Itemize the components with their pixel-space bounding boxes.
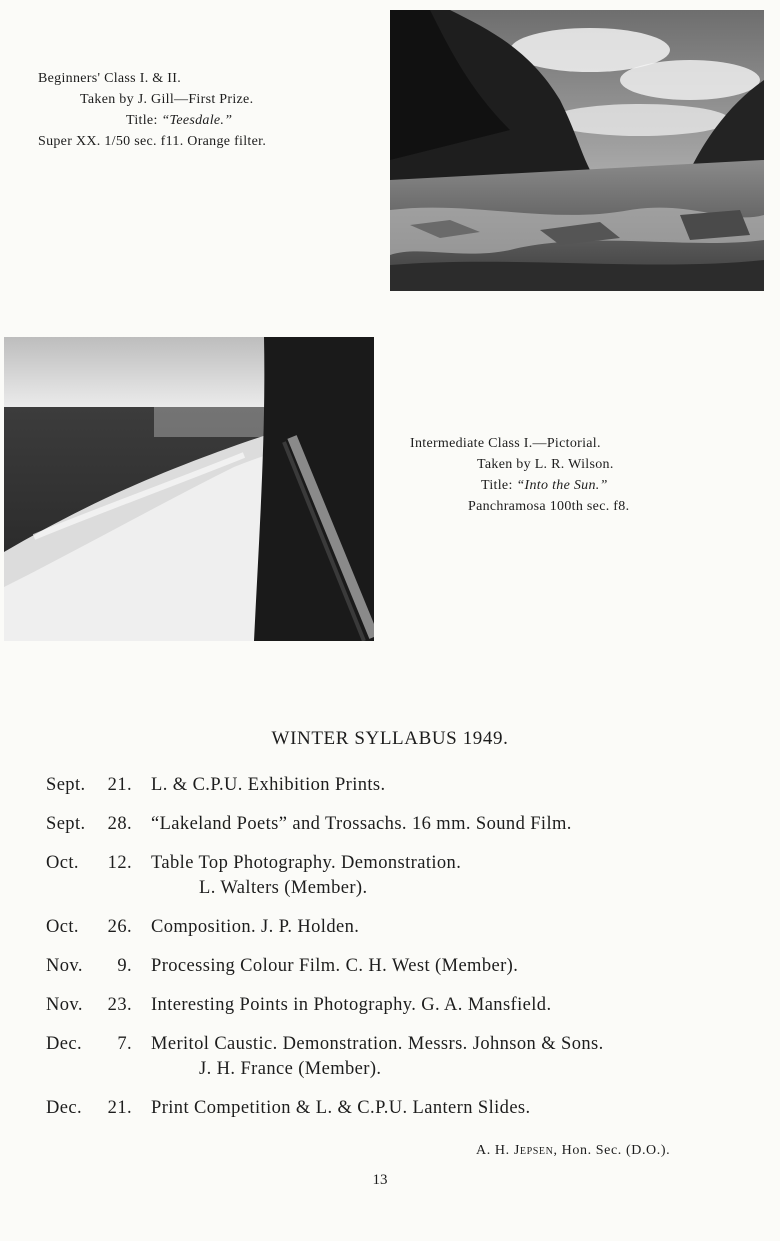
- signature-rest: , Hon. Sec. (D.O.).: [553, 1143, 671, 1158]
- photo2-caption: [410, 433, 740, 517]
- syllabus-event: [134, 851, 461, 901]
- syllabus-row: [46, 851, 766, 901]
- photo2-caption-exposure: Panchramosa 100th sec. f8.: [468, 499, 630, 514]
- syllabus-month: Dec.: [46, 1034, 83, 1054]
- syllabus-day: 26.: [107, 917, 132, 937]
- signature-name: Jepsen: [513, 1143, 554, 1158]
- syllabus-month: Oct.: [46, 853, 79, 873]
- page-number: 13: [372, 1172, 388, 1188]
- syllabus-row: [46, 812, 766, 837]
- photo2-title-label: Title:: [481, 478, 517, 493]
- signature-initials: A. H.: [476, 1143, 514, 1158]
- syllabus-day: 21.: [107, 775, 132, 795]
- syllabus-row: [46, 915, 766, 940]
- photo2-title: “Into the Sun.”: [516, 478, 608, 493]
- syllabus-row: [46, 1032, 766, 1082]
- syllabus-month: Sept.: [46, 775, 86, 795]
- syllabus-day: 23.: [107, 995, 132, 1015]
- syllabus-event-text: Print Competition & L. & C.P.U. Lantern Slides.: [151, 1098, 531, 1118]
- syllabus-event: [134, 915, 359, 940]
- syllabus-event-text: L. & C.P.U. Exhibition Prints.: [151, 775, 386, 795]
- syllabus-event-text: Interesting Points in Photography. G. A. Mansfield.: [151, 995, 552, 1015]
- photo2-caption-title-line: [410, 475, 740, 496]
- photo1-title: “Teesdale.”: [161, 113, 233, 128]
- syllabus-event: [134, 812, 572, 837]
- syllabus-day: 21.: [107, 1098, 132, 1118]
- syllabus-day: 28.: [107, 814, 132, 834]
- syllabus-title: WINTER SYLLABUS 1949.: [271, 728, 509, 749]
- syllabus-list: [46, 773, 766, 1135]
- syllabus-month: Nov.: [46, 956, 83, 976]
- photo1-caption-title-line: [38, 110, 368, 131]
- syllabus-event: [134, 1032, 604, 1082]
- photo2-caption-class: Intermediate Class I.—Pictorial.: [410, 436, 601, 451]
- syllabus-event-text: Meritol Caustic. Demonstration. Messrs. Johnson & Sons.: [151, 1034, 604, 1054]
- photo-into-the-sun: [4, 337, 374, 641]
- photo1-title-label: Title:: [126, 113, 162, 128]
- signature: [476, 1143, 670, 1159]
- photo1-caption: [38, 68, 368, 152]
- syllabus-event: [134, 993, 551, 1018]
- syllabus-month: Oct.: [46, 917, 79, 937]
- photo2-caption-author: Taken by L. R. Wilson.: [477, 457, 614, 472]
- syllabus-event-text: Table Top Photography. Demonstration.: [151, 853, 462, 873]
- photo1-caption-exposure: Super XX. 1/50 sec. f11. Orange filter.: [38, 134, 267, 149]
- syllabus-month: Dec.: [46, 1098, 83, 1118]
- syllabus-row: [46, 993, 766, 1018]
- syllabus-day: 9.: [117, 956, 132, 976]
- syllabus-event: [134, 954, 518, 979]
- photo1-caption-class: Beginners' Class I. & II.: [38, 71, 182, 86]
- syllabus-month: Sept.: [46, 814, 86, 834]
- syllabus-day: 12.: [107, 853, 132, 873]
- syllabus-month: Nov.: [46, 995, 83, 1015]
- photo1-caption-author: Taken by J. Gill—First Prize.: [80, 92, 254, 107]
- syllabus-event: [134, 1096, 531, 1121]
- photo-teesdale: [390, 10, 764, 291]
- syllabus-row: [46, 954, 766, 979]
- syllabus-event-sub: L. Walters (Member).: [199, 878, 368, 898]
- syllabus-day: 7.: [117, 1034, 132, 1054]
- syllabus-event-text: “Lakeland Poets” and Trossachs. 16 mm. Sound Film.: [151, 814, 572, 834]
- syllabus-row: [46, 1096, 766, 1121]
- syllabus-event-sub: J. H. France (Member).: [199, 1059, 382, 1079]
- syllabus-row: [46, 773, 766, 798]
- syllabus-event-text: Processing Colour Film. C. H. West (Member).: [151, 956, 519, 976]
- syllabus-event: [134, 773, 386, 798]
- syllabus-event-text: Composition. J. P. Holden.: [151, 917, 360, 937]
